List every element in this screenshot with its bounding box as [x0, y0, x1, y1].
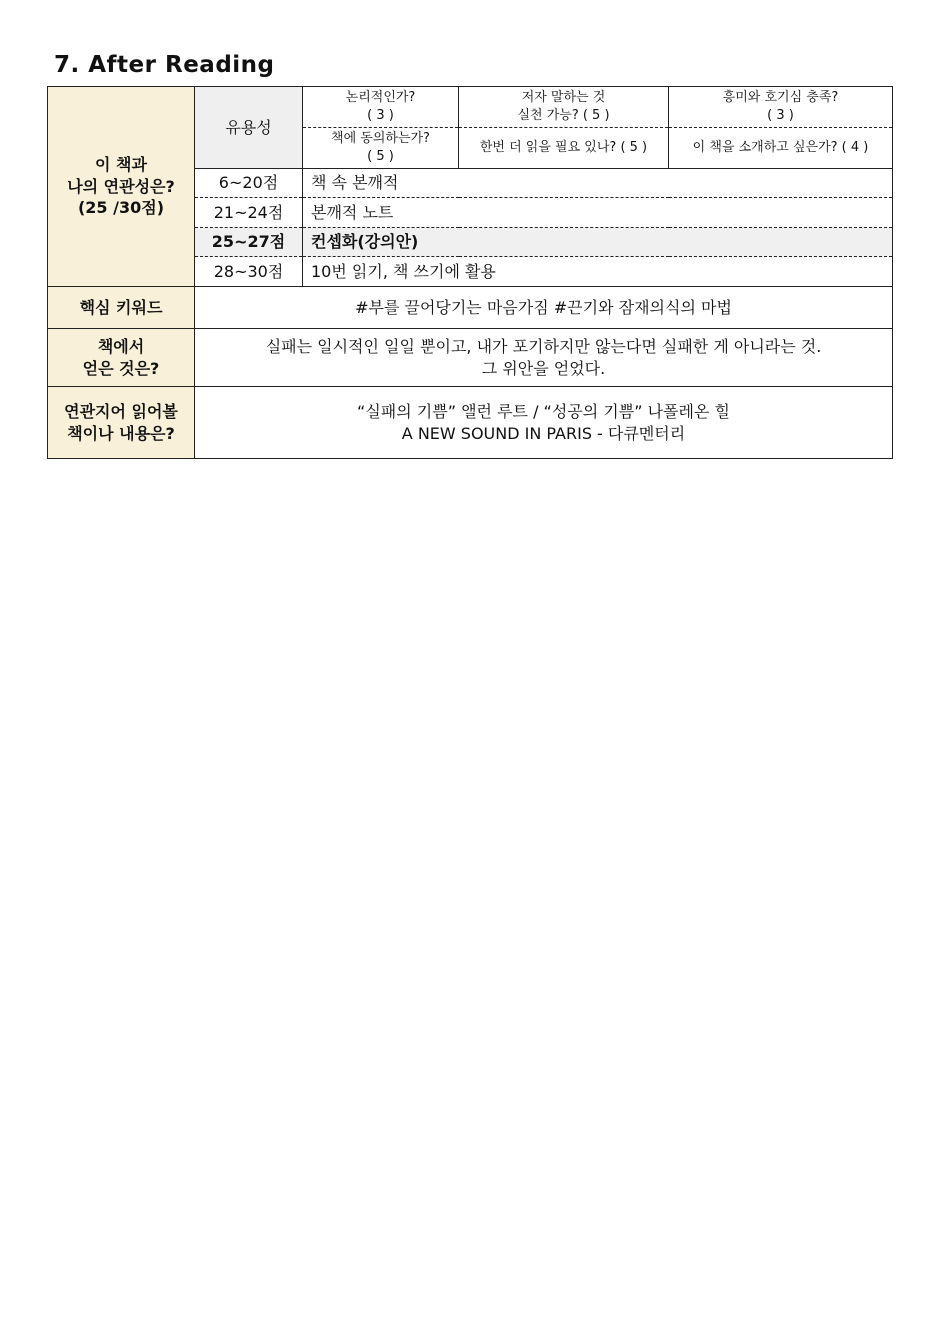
after-reading-table — [47, 86, 893, 459]
range-cell-selected: 25~27점 — [195, 228, 303, 257]
range-desc: 본깨적 노트 — [303, 198, 893, 228]
keywords-label: 핵심 키워드 — [48, 287, 195, 329]
range-desc: 책 속 본깨적 — [303, 169, 893, 198]
related-value: “실패의 기쁨” 앨런 루트 / “성공의 기쁨” 나폴레온 힐 A NEW SOUND IN PARIS - 다큐멘터리 — [195, 387, 893, 459]
range-cell: 6~20점 — [195, 169, 303, 198]
criterion-reread: 한번 더 읽을 필요 있나? ( 5 ) — [459, 128, 669, 169]
gained-label: 책에서 얻은 것은? — [48, 329, 195, 387]
related-label: 연관지어 읽어볼 책이나 내용은? — [48, 387, 195, 459]
range-cell: 21~24점 — [195, 198, 303, 228]
range-desc: 10번 읽기, 책 쓰기에 활용 — [303, 257, 893, 287]
criterion-recommend: 이 책을 소개하고 싶은가? ( 4 ) — [669, 128, 893, 169]
range-cell: 28~30점 — [195, 257, 303, 287]
criterion-interest: 흥미와 호기심 충족? ( 3 ) — [669, 87, 893, 128]
keywords-value: #부를 끌어당기는 마음가짐 #끈기와 잠재의식의 마법 — [195, 287, 893, 329]
criterion-agree: 책에 동의하는가? ( 5 ) — [303, 128, 459, 169]
criterion-practical: 저자 말하는 것 실천 가능? ( 5 ) — [459, 87, 669, 128]
relevance-label: 이 책과 나의 연관성은? (25 /30점) — [48, 87, 195, 287]
usefulness-label: 유용성 — [195, 87, 303, 169]
range-desc-selected: 컨셉화(강의안) — [303, 228, 893, 257]
criterion-logical: 논리적인가? ( 3 ) — [303, 87, 459, 128]
section-heading: 7. After Reading — [54, 52, 275, 78]
gained-value: 실패는 일시적인 일일 뿐이고, 내가 포기하지만 않는다면 실패한 게 아니라는 것. 그 위안을 얻었다. — [195, 329, 893, 387]
